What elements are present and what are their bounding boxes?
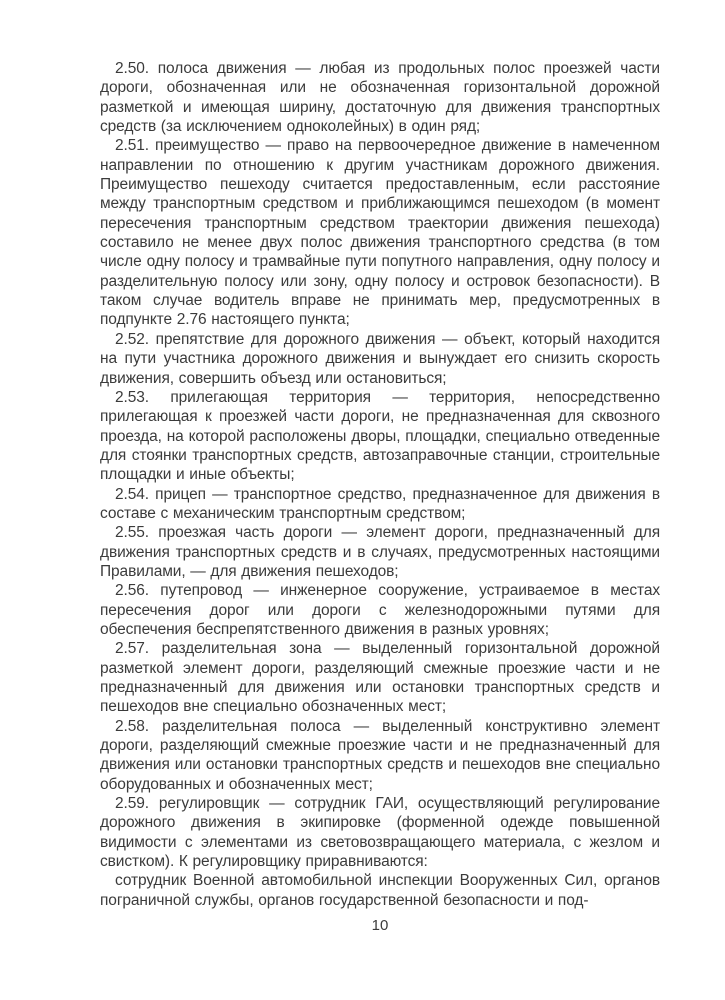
paragraph-2-59: 2.59. регулировщик — сотрудник ГАИ, осуществляющий регулирование дорожного движения в экипировке (форменной одежде повышенной видимости с элементами из световозвращающего материала, с жезлом и свистком). К регулировщику приравниваются: xyxy=(100,795,660,871)
paragraph-2-51: 2.51. преимущество — право на первоочередное движение в намеченном направлении по отношению к другим участникам дорожного движения. Преимущество пешеходу считается предоставленным, если расстояние между транспортным средством и приближающимся пешеходом (в момент пересечения транспортным средством траектории движения пешехода) составило не менее двух полос движения транспортного средства (в том числе одну полосу и трамвайные пути попутного направления, одну полосу и разделительную полосу или зону, одну полосу и островок безопасности). В таком случае водитель вправе не принимать мер, предусмотренных в подпункте 2.76 настоящего пункта; xyxy=(100,137,660,329)
page-number: 10 xyxy=(371,917,389,934)
paragraph-2-52: 2.52. препятствие для дорожного движения — объект, который находится на пути участника дорожного движения и вынуждает его снизить скорость движения, совершить объезд или остановиться; xyxy=(100,330,660,387)
paragraph-2-57: 2.57. разделительная зона — выделенный горизонтальной дорожной разметкой элемент дороги, разделяющий смежные проезжие части и не предназначенный для движения или остановки транспортных средств и пешеходов вне специально обозначенных мест; xyxy=(100,640,660,716)
paragraph-2-55: 2.55. проезжая часть дороги — элемент дороги, предназначенный для движения транспортных средств и в случаях, предусмотренных настоящими Правилами, — для движения пешеходов; xyxy=(100,524,660,580)
paragraph-continuation: сотрудник Военной автомобильной инспекции Вооруженных Сил, органов пограничной службы, органов государственной безопасности и под- xyxy=(100,872,660,909)
paragraph-2-56: 2.56. путепровод — инженерное сооружение, устраиваемое в местах пересечения дорог или дороги с железнодорожными путями для обеспечения беспрепятственного движения в разных уровнях; xyxy=(100,582,660,638)
paragraph-2-58: 2.58. разделительная полоса — выделенный конструктивно элемент дороги, разделяющий смежные проезжие части и не предназначенный для движения или остановки транспортных средств и пешеходов вне специально оборудованных и обозначенных мест; xyxy=(100,717,660,793)
paragraph-2-50: 2.50. полоса движения — любая из продольных полос проезжей части дороги, обозначенная или не обозначенная горизонтальной дорожной разметкой и имеющая ширину, достаточную для движения транспортных средств (за исключением одноколейных) в один ряд; xyxy=(100,60,660,136)
body-text xyxy=(100,59,660,910)
paragraph-2-53: 2.53. прилегающая территория — территория, непосредственно прилегающая к проезжей части дороги, не предназначенная для сквозного проезда, на которой расположены дворы, площадки, специально отведенные для стоянки транспортных средств, автозаправочные станции, строительные площадки и иные объекты; xyxy=(100,388,660,484)
paragraph-2-54: 2.54. прицеп — транспортное средство, предназначенное для движения в составе с механическим транспортным средством; xyxy=(100,485,660,522)
